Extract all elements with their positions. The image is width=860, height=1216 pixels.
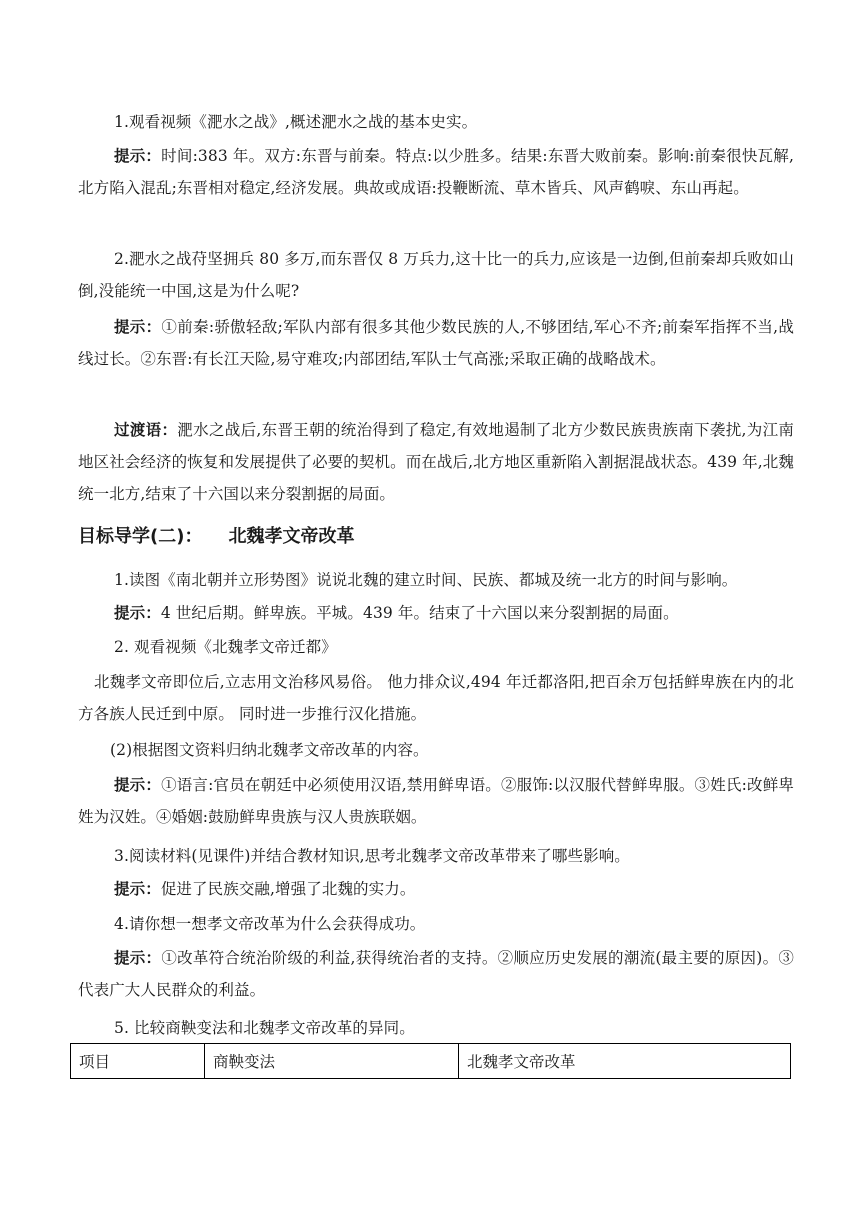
section-label: 目标导学(二)： [78,526,203,547]
section2-hint-3 [78,873,794,905]
hint-label: 提示： [114,776,162,794]
section2-question-5: 5. 比较商鞅变法和北魏孝文帝改革的异同。 [114,1019,415,1037]
hint-text: ①语言:官员在朝廷中必须使用汉语,禁用鲜卑语。②服饰:以汉服代替鲜卑服。③姓氏:改鲜卑姓为汉姓。④婚姻:鼓励鲜卑贵族与汉人贵族联姻。 [78,776,794,826]
hint-label: 提示： [114,147,162,165]
section2-question-2: 2. 观看视频《北魏孝文帝迁都》 [114,638,337,656]
section2-sub-2: (2)根据图文资料归纳北魏孝文帝改革的内容。 [110,741,429,759]
table-header-cell: 商鞅变法 [205,1044,459,1079]
table-header-row [71,1044,791,1079]
hint-text: 时间:383 年。双方:东晋与前秦。特点:以少胜多。结果:东晋大败前秦。影响:前秦很快瓦解,北方陷入混乱;东晋相对稳定,经济发展。典故或成语:投鞭断流、草木皆兵、风声鹤唳、东山再起。 [78,147,794,197]
hint-2 [78,311,794,375]
hint-text: 4 世纪后期。鲜卑族。平城。439 年。结束了十六国以来分裂割据的局面。 [160,604,679,622]
section2-hint-1 [78,597,794,629]
table-header-cell: 北魏孝文帝改革 [459,1044,791,1079]
hint-text: 促进了民族交融,增强了北魏的实力。 [160,880,416,898]
section2-question-1: 1.读图《南北朝并立形势图》说说北魏的建立时间、民族、都城及统一北方的时间与影响。 [114,571,738,589]
hint-label: 提示： [114,604,161,622]
question-1: 1.观看视频《淝水之战》,概述淝水之战的基本史实。 [114,113,478,131]
hint-text: ①改革符合统治阶级的利益,获得统治者的支持。②顺应历史发展的潮流(最主要的原因)。③代表广大人民群众的利益。 [78,949,794,999]
section2-hint-2 [78,769,794,833]
hint-text: ①前秦:骄傲轻敌;军队内部有很多其他少数民族的人,不够团结,军心不齐;前秦军指挥不当,战线过长。②东晋:有长江天险,易守难攻;内部团结,军队士气高涨;采取正确的战略战术。 [78,318,794,368]
question-2: 2.淝水之战苻坚拥兵 80 多万,而东晋仅 8 万兵力,这十比一的兵力,应该是一边倒,但前秦却兵败如山倒,没能统一中国,这是为什么呢? [78,250,794,300]
section2-hint-4 [78,942,794,1006]
transition-paragraph [78,414,794,510]
section-title: 北魏孝文帝改革 [228,526,355,547]
section2-question-3: 3.阅读材料(见课件)并结合教材知识,思考北魏孝文帝改革带来了哪些影响。 [114,847,630,865]
transition-text: 淝水之战后,东晋王朝的统治得到了稳定,有效地遏制了北方少数民族贵族南下袭扰,为江南地区社会经济的恢复和发展提供了必要的契机。而在战后,北方地区重新陷入割据混战状态。439 年,北魏统一北方,结束了十六国以来分裂割据的局面。 [78,421,795,503]
table-header-cell: 项目 [71,1044,205,1079]
hint-label: 提示： [114,880,161,898]
hint-label: 提示： [114,318,162,336]
section-heading [78,522,794,552]
hint-label: 提示： [114,949,162,967]
hint-1 [78,140,794,204]
section2-question-4: 4.请你想一想孝文帝改革为什么会获得成功。 [114,915,426,933]
transition-label: 过渡语： [114,421,178,439]
section2-body-2: 北魏孝文帝即位后,立志用文治移风易俗。 他力排众议,494 年迁都洛阳,把百余万包括鲜卑族在内的北方各族人民迁到中原。 同时进一步推行汉化措施。 [78,673,794,723]
comparison-table [70,1043,791,1079]
